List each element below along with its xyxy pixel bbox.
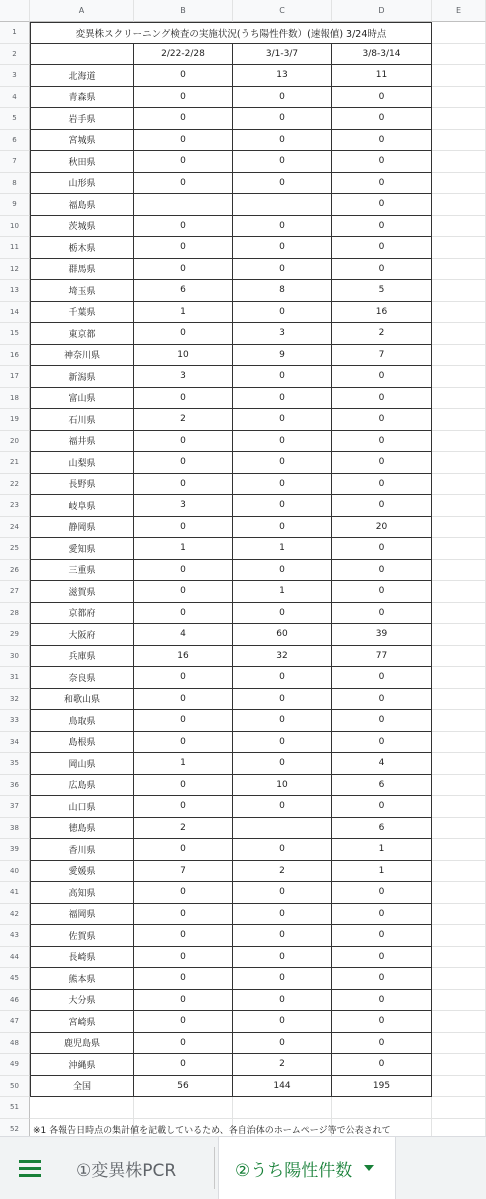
prefecture-cell[interactable]: 岐阜県: [30, 495, 134, 517]
value-cell[interactable]: 0: [233, 947, 332, 969]
tab-sheet-2-label: ②うち陽性件数: [235, 1160, 353, 1181]
row-header[interactable]: 30: [0, 646, 30, 668]
prefecture-cell[interactable]: 全国: [30, 1076, 134, 1098]
value-cell[interactable]: 2: [134, 409, 233, 431]
column-header-e[interactable]: E: [432, 0, 486, 22]
value-cell[interactable]: 0: [332, 87, 432, 109]
row-header[interactable]: 36: [0, 775, 30, 797]
prefecture-cell[interactable]: 千葉県: [30, 302, 134, 324]
prefecture-cell[interactable]: 三重県: [30, 560, 134, 582]
value-cell[interactable]: 16: [332, 302, 432, 324]
value-cell[interactable]: 0: [233, 732, 332, 754]
prefecture-cell[interactable]: 香川県: [30, 839, 134, 861]
value-cell[interactable]: 0: [332, 388, 432, 410]
row-header[interactable]: 20: [0, 431, 30, 453]
value-cell[interactable]: 0: [332, 452, 432, 474]
value-cell[interactable]: 0: [134, 947, 233, 969]
value-cell[interactable]: 0: [233, 1033, 332, 1055]
value-cell[interactable]: 0: [233, 216, 332, 238]
value-cell[interactable]: 0: [134, 216, 233, 238]
prefecture-cell[interactable]: 和歌山県: [30, 689, 134, 711]
value-cell[interactable]: 10: [134, 345, 233, 367]
row-header[interactable]: 19: [0, 409, 30, 431]
value-cell[interactable]: 0: [332, 710, 432, 732]
column-header-b[interactable]: B: [134, 0, 233, 22]
prefecture-cell[interactable]: 山口県: [30, 796, 134, 818]
value-cell[interactable]: 0: [332, 538, 432, 560]
value-cell[interactable]: 0: [134, 1054, 233, 1076]
row-header[interactable]: 25: [0, 538, 30, 560]
row-header[interactable]: 10: [0, 216, 30, 238]
value-cell[interactable]: 6: [332, 775, 432, 797]
value-cell[interactable]: 7: [332, 345, 432, 367]
value-cell[interactable]: 60: [233, 624, 332, 646]
value-cell[interactable]: 3: [233, 323, 332, 345]
value-cell[interactable]: 0: [233, 302, 332, 324]
row-header[interactable]: 5: [0, 108, 30, 130]
period-header[interactable]: 3/1-3/7: [233, 44, 332, 66]
value-cell[interactable]: 4: [134, 624, 233, 646]
prefecture-cell[interactable]: 福島県: [30, 194, 134, 216]
row-header[interactable]: 46: [0, 990, 30, 1012]
prefecture-cell[interactable]: 福井県: [30, 431, 134, 453]
prefecture-cell[interactable]: 福岡県: [30, 904, 134, 926]
row-header[interactable]: 45: [0, 968, 30, 990]
value-cell[interactable]: 0: [134, 65, 233, 87]
value-cell[interactable]: 16: [134, 646, 233, 668]
row-header[interactable]: 29: [0, 624, 30, 646]
value-cell[interactable]: 0: [134, 388, 233, 410]
value-cell[interactable]: 0: [332, 130, 432, 152]
value-cell[interactable]: 0: [233, 173, 332, 195]
column-header-d[interactable]: D: [332, 0, 432, 22]
row-header[interactable]: 38: [0, 818, 30, 840]
value-cell[interactable]: 11: [332, 65, 432, 87]
value-cell[interactable]: 0: [233, 151, 332, 173]
prefecture-cell[interactable]: 徳島県: [30, 818, 134, 840]
value-cell[interactable]: 0: [233, 130, 332, 152]
row-header[interactable]: 21: [0, 452, 30, 474]
value-cell[interactable]: 0: [134, 130, 233, 152]
row-header[interactable]: 26: [0, 560, 30, 582]
select-all-corner[interactable]: [0, 0, 30, 22]
value-cell[interactable]: 0: [332, 216, 432, 238]
prefecture-cell[interactable]: 愛媛県: [30, 861, 134, 883]
row-header[interactable]: 22: [0, 474, 30, 496]
value-cell[interactable]: 0: [134, 323, 233, 345]
value-cell[interactable]: 0: [233, 495, 332, 517]
row-header[interactable]: 40: [0, 861, 30, 883]
value-cell[interactable]: 0: [134, 603, 233, 625]
tab-sheet-1-label: ①変異株PCR: [76, 1160, 177, 1181]
value-cell[interactable]: 0: [332, 925, 432, 947]
value-cell[interactable]: 56: [134, 1076, 233, 1098]
footnote-text[interactable]: ※1 各報告日時点の集計値を記載しているため、各自治体のホームページ等で公表されて: [33, 1125, 391, 1136]
value-cell[interactable]: 0: [134, 839, 233, 861]
prefecture-cell[interactable]: 京都府: [30, 603, 134, 625]
value-cell[interactable]: 0: [233, 409, 332, 431]
prefecture-cell[interactable]: 山形県: [30, 173, 134, 195]
value-cell[interactable]: 0: [134, 108, 233, 130]
row-header[interactable]: 2: [0, 44, 30, 66]
value-cell[interactable]: 0: [134, 689, 233, 711]
prefecture-cell[interactable]: 佐賀県: [30, 925, 134, 947]
value-cell[interactable]: 0: [233, 990, 332, 1012]
value-cell[interactable]: 0: [134, 431, 233, 453]
value-cell[interactable]: 32: [233, 646, 332, 668]
value-cell[interactable]: 39: [332, 624, 432, 646]
value-cell[interactable]: 0: [332, 882, 432, 904]
value-cell[interactable]: 2: [332, 323, 432, 345]
all-sheets-button[interactable]: [0, 1137, 60, 1199]
value-cell[interactable]: 0: [233, 452, 332, 474]
prefecture-cell[interactable]: 栃木県: [30, 237, 134, 259]
value-cell[interactable]: 0: [233, 796, 332, 818]
value-cell[interactable]: 0: [233, 968, 332, 990]
caret-down-icon[interactable]: [364, 1165, 374, 1171]
value-cell[interactable]: 0: [233, 1011, 332, 1033]
row-header[interactable]: 31: [0, 667, 30, 689]
row-header[interactable]: 18: [0, 388, 30, 410]
value-cell[interactable]: 0: [332, 560, 432, 582]
value-cell[interactable]: 0: [134, 667, 233, 689]
value-cell[interactable]: 0: [134, 1011, 233, 1033]
value-cell[interactable]: 4: [332, 753, 432, 775]
prefecture-cell[interactable]: 群馬県: [30, 259, 134, 281]
tab-sheet-2[interactable]: [218, 1137, 396, 1199]
prefecture-cell[interactable]: 岡山県: [30, 753, 134, 775]
row-header[interactable]: 6: [0, 130, 30, 152]
row-header[interactable]: 3: [0, 65, 30, 87]
row-header[interactable]: 50: [0, 1076, 30, 1098]
row-header[interactable]: 4: [0, 87, 30, 109]
column-header-c[interactable]: C: [233, 0, 332, 22]
value-cell[interactable]: 0: [332, 151, 432, 173]
value-cell[interactable]: 0: [332, 732, 432, 754]
value-cell[interactable]: 1: [233, 581, 332, 603]
prefecture-cell[interactable]: 石川県: [30, 409, 134, 431]
value-cell[interactable]: 0: [332, 474, 432, 496]
value-cell[interactable]: 3: [134, 495, 233, 517]
value-cell[interactable]: 0: [233, 388, 332, 410]
value-cell[interactable]: 0: [233, 87, 332, 109]
value-cell[interactable]: 0: [332, 796, 432, 818]
value-cell[interactable]: 10: [233, 775, 332, 797]
value-cell[interactable]: 195: [332, 1076, 432, 1098]
value-cell[interactable]: 0: [134, 968, 233, 990]
row-header[interactable]: 48: [0, 1033, 30, 1055]
row-header[interactable]: 15: [0, 323, 30, 345]
value-cell[interactable]: 0: [332, 366, 432, 388]
value-cell[interactable]: 0: [332, 431, 432, 453]
value-cell[interactable]: 9: [233, 345, 332, 367]
row-header[interactable]: 28: [0, 603, 30, 625]
value-cell[interactable]: 0: [233, 237, 332, 259]
prefecture-cell[interactable]: 北海道: [30, 65, 134, 87]
value-cell[interactable]: 20: [332, 517, 432, 539]
value-cell[interactable]: 0: [233, 259, 332, 281]
prefecture-cell[interactable]: 岩手県: [30, 108, 134, 130]
prefecture-cell[interactable]: 宮城県: [30, 130, 134, 152]
row-header[interactable]: 41: [0, 882, 30, 904]
value-cell[interactable]: 1: [134, 753, 233, 775]
value-cell[interactable]: 0: [332, 667, 432, 689]
period-header[interactable]: 2/22-2/28: [134, 44, 233, 66]
prefecture-cell[interactable]: 島根県: [30, 732, 134, 754]
value-cell[interactable]: 0: [233, 108, 332, 130]
prefecture-cell[interactable]: 兵庫県: [30, 646, 134, 668]
value-cell[interactable]: 1: [134, 538, 233, 560]
value-cell[interactable]: 0: [332, 1033, 432, 1055]
prefecture-cell[interactable]: 青森県: [30, 87, 134, 109]
prefecture-cell[interactable]: 長崎県: [30, 947, 134, 969]
value-cell[interactable]: 0: [332, 259, 432, 281]
row-header[interactable]: 51: [0, 1097, 30, 1119]
value-cell[interactable]: 5: [332, 280, 432, 302]
value-cell[interactable]: 0: [134, 710, 233, 732]
value-cell[interactable]: 0: [332, 495, 432, 517]
value-cell[interactable]: 0: [134, 259, 233, 281]
value-cell[interactable]: 1: [233, 538, 332, 560]
value-cell[interactable]: 0: [233, 882, 332, 904]
value-cell[interactable]: 0: [134, 1033, 233, 1055]
value-cell[interactable]: 0: [233, 839, 332, 861]
value-cell[interactable]: 0: [332, 194, 432, 216]
value-cell[interactable]: 0: [233, 431, 332, 453]
value-cell[interactable]: 0: [134, 517, 233, 539]
value-cell[interactable]: 1: [332, 861, 432, 883]
prefecture-cell[interactable]: 静岡県: [30, 517, 134, 539]
row-header[interactable]: 24: [0, 517, 30, 539]
row-header[interactable]: 49: [0, 1054, 30, 1076]
sheet-tab-bar: [0, 1136, 486, 1199]
value-cell[interactable]: 0: [233, 925, 332, 947]
value-cell[interactable]: [233, 194, 332, 216]
prefecture-cell[interactable]: 秋田県: [30, 151, 134, 173]
row-header[interactable]: 37: [0, 796, 30, 818]
value-cell[interactable]: 0: [134, 237, 233, 259]
menu-icon: [19, 1158, 41, 1179]
row-header[interactable]: 27: [0, 581, 30, 603]
tab-sheet-1[interactable]: [62, 1137, 214, 1199]
prefecture-cell[interactable]: 新潟県: [30, 366, 134, 388]
value-cell[interactable]: 2: [233, 861, 332, 883]
row-header[interactable]: 52: [0, 1119, 30, 1137]
row-header[interactable]: 17: [0, 366, 30, 388]
prefecture-cell[interactable]: 宮崎県: [30, 1011, 134, 1033]
value-cell[interactable]: 8: [233, 280, 332, 302]
value-cell[interactable]: 0: [233, 667, 332, 689]
row-header[interactable]: 33: [0, 710, 30, 732]
row-header[interactable]: 11: [0, 237, 30, 259]
value-cell[interactable]: 0: [332, 173, 432, 195]
value-cell[interactable]: 0: [233, 366, 332, 388]
value-cell[interactable]: 6: [332, 818, 432, 840]
value-cell[interactable]: 0: [332, 108, 432, 130]
value-cell[interactable]: 0: [332, 990, 432, 1012]
prefecture-cell[interactable]: 山梨県: [30, 452, 134, 474]
value-cell[interactable]: 2: [134, 818, 233, 840]
prefecture-cell[interactable]: 東京都: [30, 323, 134, 345]
value-cell[interactable]: 0: [332, 1054, 432, 1076]
value-cell[interactable]: 0: [332, 409, 432, 431]
prefecture-cell[interactable]: 大分県: [30, 990, 134, 1012]
value-cell[interactable]: 0: [134, 990, 233, 1012]
value-cell[interactable]: 0: [134, 904, 233, 926]
row-header[interactable]: 39: [0, 839, 30, 861]
row-header[interactable]: 35: [0, 753, 30, 775]
value-cell[interactable]: 1: [134, 302, 233, 324]
value-cell[interactable]: 0: [134, 474, 233, 496]
value-cell[interactable]: 0: [134, 581, 233, 603]
value-cell[interactable]: 0: [134, 775, 233, 797]
value-cell[interactable]: 0: [134, 151, 233, 173]
column-header-a[interactable]: A: [30, 0, 134, 22]
value-cell[interactable]: 13: [233, 65, 332, 87]
value-cell[interactable]: 1: [332, 839, 432, 861]
prefecture-cell[interactable]: 沖縄県: [30, 1054, 134, 1076]
prefecture-cell[interactable]: 広島県: [30, 775, 134, 797]
prefecture-cell[interactable]: 埼玉県: [30, 280, 134, 302]
prefecture-cell[interactable]: 鳥取県: [30, 710, 134, 732]
value-cell[interactable]: 0: [332, 603, 432, 625]
row-header[interactable]: 32: [0, 689, 30, 711]
value-cell[interactable]: [233, 818, 332, 840]
prefecture-cell[interactable]: 富山県: [30, 388, 134, 410]
row-header[interactable]: 42: [0, 904, 30, 926]
prefecture-cell[interactable]: 神奈川県: [30, 345, 134, 367]
row-header[interactable]: 12: [0, 259, 30, 281]
value-cell[interactable]: 0: [233, 603, 332, 625]
tab-divider: [214, 1147, 215, 1189]
row-header[interactable]: 8: [0, 173, 30, 195]
value-cell[interactable]: 0: [332, 968, 432, 990]
value-cell[interactable]: 0: [233, 904, 332, 926]
value-cell[interactable]: 0: [332, 689, 432, 711]
prefecture-cell[interactable]: 愛知県: [30, 538, 134, 560]
value-cell[interactable]: 144: [233, 1076, 332, 1098]
row-header[interactable]: 16: [0, 345, 30, 367]
table-title[interactable]: 変異株スクリーニング検査の実施状況(うち陽性件数）(速報値) 3/24時点: [30, 22, 432, 44]
value-cell[interactable]: 0: [332, 947, 432, 969]
value-cell[interactable]: [134, 194, 233, 216]
row-header[interactable]: 47: [0, 1011, 30, 1033]
value-cell[interactable]: 0: [134, 796, 233, 818]
row-header[interactable]: 44: [0, 947, 30, 969]
row-header[interactable]: 1: [0, 22, 30, 44]
value-cell[interactable]: 0: [134, 732, 233, 754]
value-cell[interactable]: 0: [332, 581, 432, 603]
prefecture-cell[interactable]: 滋賀県: [30, 581, 134, 603]
prefecture-cell[interactable]: 熊本県: [30, 968, 134, 990]
period-header[interactable]: 3/8-3/14: [332, 44, 432, 66]
prefecture-cell[interactable]: 奈良県: [30, 667, 134, 689]
value-cell[interactable]: 0: [332, 237, 432, 259]
value-cell[interactable]: 0: [134, 87, 233, 109]
value-cell[interactable]: 0: [134, 452, 233, 474]
prefecture-cell[interactable]: 高知県: [30, 882, 134, 904]
value-cell[interactable]: 0: [233, 710, 332, 732]
value-cell[interactable]: 7: [134, 861, 233, 883]
row-header[interactable]: 9: [0, 194, 30, 216]
value-cell[interactable]: 0: [134, 173, 233, 195]
value-cell[interactable]: 0: [233, 560, 332, 582]
value-cell[interactable]: 0: [233, 474, 332, 496]
row-header[interactable]: 7: [0, 151, 30, 173]
row-header[interactable]: 34: [0, 732, 30, 754]
value-cell[interactable]: 0: [233, 753, 332, 775]
value-cell[interactable]: 6: [134, 280, 233, 302]
row-header[interactable]: 43: [0, 925, 30, 947]
value-cell[interactable]: 0: [332, 1011, 432, 1033]
value-cell[interactable]: 77: [332, 646, 432, 668]
prefecture-cell[interactable]: 大阪府: [30, 624, 134, 646]
row-header[interactable]: 13: [0, 280, 30, 302]
value-cell[interactable]: 0: [134, 925, 233, 947]
value-cell[interactable]: 2: [233, 1054, 332, 1076]
value-cell[interactable]: 0: [134, 560, 233, 582]
row-header[interactable]: 14: [0, 302, 30, 324]
value-cell[interactable]: 0: [233, 689, 332, 711]
row-header[interactable]: 23: [0, 495, 30, 517]
header-blank-cell[interactable]: [30, 44, 134, 66]
value-cell[interactable]: 0: [233, 517, 332, 539]
prefecture-cell[interactable]: 長野県: [30, 474, 134, 496]
value-cell[interactable]: 3: [134, 366, 233, 388]
value-cell[interactable]: 0: [332, 904, 432, 926]
value-cell[interactable]: 0: [134, 882, 233, 904]
prefecture-cell[interactable]: 鹿児島県: [30, 1033, 134, 1055]
prefecture-cell[interactable]: 茨城県: [30, 216, 134, 238]
